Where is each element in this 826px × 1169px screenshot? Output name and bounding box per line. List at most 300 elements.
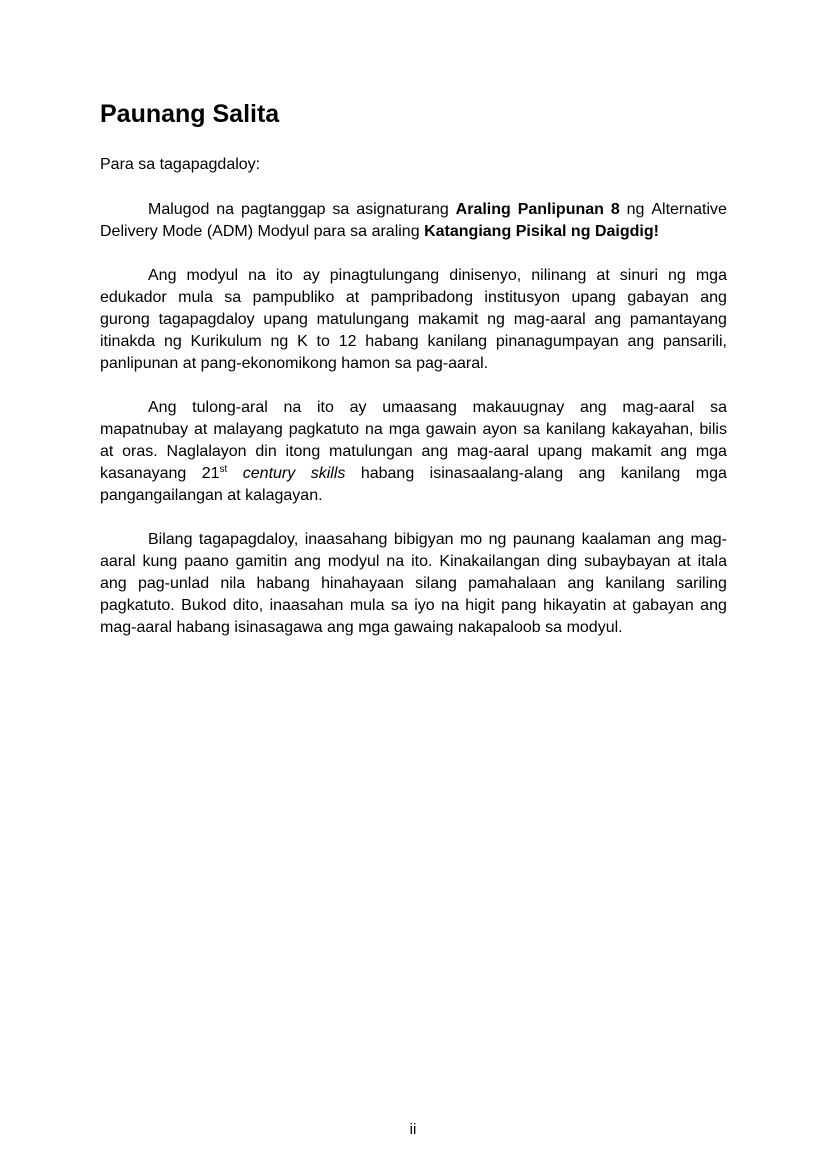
text: mag- [690, 531, 727, 548]
text: silang [415, 575, 457, 592]
text: at [227, 487, 241, 504]
text: at [194, 421, 208, 438]
text-line [100, 353, 727, 375]
text: ng [626, 201, 645, 218]
word [286, 441, 321, 463]
text: ang [627, 333, 655, 350]
text: na [441, 597, 459, 614]
word [657, 529, 684, 551]
word [496, 331, 619, 353]
text: 12 [338, 333, 357, 350]
text: itala [697, 553, 727, 570]
word [594, 309, 621, 331]
text: Bilang [148, 531, 193, 548]
word [582, 529, 651, 551]
text: pansarili, [662, 333, 727, 350]
word [651, 199, 727, 221]
text: gurong [100, 311, 150, 328]
text: makamit [591, 443, 652, 460]
word [311, 463, 346, 485]
text-line [100, 419, 727, 441]
word [317, 397, 334, 419]
word [303, 265, 320, 287]
word [201, 353, 337, 375]
text: edukador [100, 289, 167, 306]
word [192, 397, 268, 419]
text: sa [523, 421, 541, 438]
word [611, 199, 620, 221]
text: Modyul [257, 223, 310, 240]
text: Kurikulum [190, 333, 262, 350]
bold-text: Panlipunan [517, 201, 604, 218]
word [545, 617, 562, 639]
word [449, 265, 521, 287]
text: Alternative [651, 201, 727, 218]
word [580, 397, 607, 419]
word [584, 551, 670, 573]
word [202, 463, 228, 485]
text: mga [695, 443, 727, 460]
text: sa [710, 399, 727, 416]
text: mga [695, 465, 727, 482]
text: Kinakailangan [439, 553, 540, 570]
bold-text: ng [570, 223, 591, 240]
word [183, 353, 196, 375]
word [270, 331, 288, 353]
text: matulungang [316, 311, 410, 328]
text: pampubliko [252, 289, 335, 306]
text: ng [487, 311, 505, 328]
word [489, 529, 507, 551]
word [199, 529, 298, 551]
text: ang [700, 289, 727, 306]
text: ang [100, 575, 127, 592]
text: ding [546, 553, 578, 570]
text: Delivery [100, 223, 158, 240]
word [668, 265, 686, 287]
word [358, 617, 389, 639]
text: mula [349, 597, 385, 614]
word [700, 287, 727, 309]
text: ang [578, 465, 606, 482]
text: nila [220, 575, 246, 592]
word [621, 463, 681, 485]
text-line [100, 265, 727, 287]
word [516, 221, 567, 243]
text: modyul [186, 267, 239, 284]
word [100, 595, 175, 617]
word [220, 573, 245, 595]
word [596, 265, 609, 287]
word [620, 265, 658, 287]
bold-text: Katangiang [424, 223, 512, 240]
word [411, 551, 432, 573]
word [305, 529, 388, 551]
text: inaasahang [304, 531, 388, 548]
text: nakapaloob [457, 619, 541, 636]
word [660, 441, 687, 463]
text: sa [224, 289, 242, 306]
text: malayang [213, 421, 283, 438]
word [148, 397, 176, 419]
word [543, 595, 606, 617]
text: oras. [122, 443, 158, 460]
word [243, 463, 295, 485]
word [297, 331, 308, 353]
text: panlipunan [100, 355, 179, 372]
text: upang [571, 289, 616, 306]
text: na [216, 201, 235, 218]
text: makauugnay [472, 399, 565, 416]
text: Ang [148, 267, 177, 284]
italic-text: skills [310, 465, 346, 482]
word [330, 265, 439, 287]
text: upang [537, 443, 583, 460]
text-line [100, 221, 727, 243]
word [314, 221, 346, 243]
text-line [100, 397, 727, 419]
word [710, 397, 727, 419]
text: mula [178, 289, 213, 306]
word [100, 309, 150, 331]
word [253, 287, 335, 309]
text-line [100, 617, 727, 639]
word [663, 331, 727, 353]
text: ito [275, 267, 293, 284]
text: ng [270, 333, 289, 350]
paragraph [100, 199, 727, 243]
word [699, 419, 727, 441]
word [224, 287, 241, 309]
word [213, 419, 282, 441]
word [547, 551, 577, 573]
word [207, 221, 253, 243]
text: habang [256, 575, 310, 592]
text-line [100, 485, 727, 507]
text: subaybayan [584, 553, 671, 570]
word [456, 199, 511, 221]
word [371, 287, 473, 309]
text: sa [390, 597, 408, 614]
text: pagkatuto. [100, 597, 175, 614]
text-line [100, 441, 727, 463]
word [627, 287, 688, 309]
text: ang [594, 311, 622, 328]
word [441, 595, 459, 617]
word [283, 397, 301, 419]
text: para [313, 223, 346, 240]
text: ang [294, 553, 321, 570]
text: ng [668, 267, 686, 284]
word [676, 573, 727, 595]
word [270, 595, 344, 617]
word [395, 353, 412, 375]
word [100, 463, 186, 485]
word [194, 419, 207, 441]
word [700, 595, 727, 617]
word [595, 221, 659, 243]
text: mag-aaral [622, 399, 695, 416]
text-line [100, 595, 727, 617]
text: mga [388, 421, 420, 438]
text: sa [332, 201, 350, 218]
word [178, 287, 213, 309]
word [630, 309, 727, 331]
word [162, 221, 202, 243]
word [415, 573, 457, 595]
text: pampribadong [370, 289, 473, 306]
word [122, 441, 158, 463]
word [622, 397, 694, 419]
word [696, 441, 727, 463]
word [327, 617, 354, 639]
text: (ADM) [206, 223, 254, 240]
word [350, 595, 385, 617]
text: pagkatuto [288, 421, 359, 438]
paragraph [100, 265, 727, 375]
word [216, 199, 234, 221]
text: K [297, 333, 308, 350]
word [148, 529, 192, 551]
word [100, 353, 178, 375]
word [276, 265, 293, 287]
superscript: st [219, 464, 228, 475]
word [518, 199, 604, 221]
word [416, 353, 488, 375]
word [391, 595, 408, 617]
word [531, 265, 586, 287]
text: hamon [341, 355, 391, 372]
word [591, 441, 651, 463]
word [143, 551, 178, 573]
word [605, 573, 665, 595]
word [329, 441, 413, 463]
text: dinisenyo, [449, 267, 522, 284]
text: itong [285, 443, 321, 460]
text-line [100, 551, 727, 573]
text: sinuri [619, 267, 659, 284]
word [513, 529, 575, 551]
word [245, 485, 322, 507]
text: habang [365, 333, 419, 350]
word [427, 331, 487, 353]
text: mag-aaral [513, 311, 586, 328]
word [487, 309, 505, 331]
text: ang [579, 399, 607, 416]
word [294, 551, 321, 573]
word [361, 463, 414, 485]
text: gawain [425, 421, 477, 438]
word [389, 419, 420, 441]
word [148, 265, 176, 287]
word [100, 573, 127, 595]
text: higit [465, 597, 495, 614]
text: to [316, 333, 330, 350]
word [350, 221, 367, 243]
text: paano [184, 553, 229, 570]
document-body [100, 199, 727, 661]
word [567, 573, 594, 595]
text: pinagtulungang [329, 267, 440, 284]
text: isinasaalang-alang [429, 465, 564, 482]
word [248, 265, 266, 287]
text: dito, [232, 597, 264, 614]
text: Ang [148, 399, 177, 416]
text: kanilang [605, 575, 665, 592]
bold-text: Daigdig! [594, 223, 659, 240]
word [579, 463, 606, 485]
word [421, 441, 448, 463]
word [514, 309, 586, 331]
text: hinahayaan [321, 575, 404, 592]
word [100, 441, 113, 463]
word [332, 199, 349, 221]
text: habang [176, 619, 230, 636]
text: na [283, 399, 302, 416]
text: kaalaman [581, 531, 651, 548]
word [696, 265, 727, 287]
bold-text: 8 [610, 201, 620, 218]
text: pag-unlad [137, 575, 210, 592]
word [430, 463, 563, 485]
text: umaasang [382, 399, 457, 416]
word [241, 199, 326, 221]
text: gamitin [235, 553, 288, 570]
word [317, 331, 330, 353]
text: 21 [201, 465, 220, 482]
word [159, 309, 255, 331]
text: tagapagdaloy, [198, 531, 299, 548]
text: ang [326, 619, 354, 636]
word [382, 397, 457, 419]
word [184, 551, 229, 573]
text-line [100, 331, 727, 353]
text: pagtanggap [240, 201, 326, 218]
word [177, 617, 230, 639]
word [394, 617, 454, 639]
text-line [100, 529, 727, 551]
word [612, 419, 694, 441]
text: na [386, 553, 405, 570]
text: upang [263, 311, 308, 328]
text: modyul. [566, 619, 623, 636]
text: Malugod [148, 201, 210, 218]
text: isinasagawa [234, 619, 323, 636]
word [538, 441, 583, 463]
text: gabayan [632, 597, 694, 614]
word [191, 331, 262, 353]
word [164, 331, 182, 353]
text: modyul [327, 553, 380, 570]
text: gawaing [393, 619, 454, 636]
text: araling [371, 223, 420, 240]
text: na [364, 421, 383, 438]
word [350, 397, 367, 419]
bold-text: Araling [455, 201, 511, 218]
text: iyo [414, 597, 435, 614]
word [523, 419, 540, 441]
text: nilinang [531, 267, 587, 284]
word [424, 221, 511, 243]
word [632, 595, 693, 617]
text: pang [501, 597, 537, 614]
text: mag-aaral [100, 619, 173, 636]
text: pag-aaral. [416, 355, 489, 372]
bold-text: Pisikal [515, 223, 567, 240]
word [468, 573, 556, 595]
word [627, 331, 654, 353]
word [571, 287, 616, 309]
text: mo [459, 531, 483, 548]
text: gabayan [627, 289, 689, 306]
text: ang [700, 597, 727, 614]
text: tulong-aral [192, 399, 268, 416]
word [289, 419, 359, 441]
text: ng [163, 333, 182, 350]
word [484, 287, 560, 309]
text: na [248, 267, 266, 284]
text: at [677, 553, 691, 570]
text: mag-aaral [456, 443, 529, 460]
paragraph [100, 529, 727, 639]
word [100, 221, 158, 243]
text-line [100, 309, 727, 331]
text: ito [316, 399, 334, 416]
text: pamantayang [629, 311, 727, 328]
word [457, 441, 529, 463]
word [339, 331, 357, 353]
text: pangangailangan [100, 487, 223, 504]
text: asignaturang [356, 201, 449, 218]
text: at [100, 443, 114, 460]
word [100, 551, 136, 573]
text: kung [142, 553, 178, 570]
word [372, 221, 420, 243]
word [255, 441, 276, 463]
text: pinanagumpayan [495, 333, 619, 350]
text: kasanayang [100, 465, 187, 482]
page-number: ii [409, 1121, 417, 1138]
text: kakayahan, [611, 421, 694, 438]
text: paunang [512, 531, 576, 548]
text: habang [360, 465, 415, 482]
text: kalagayan. [245, 487, 323, 504]
word [458, 617, 541, 639]
text: tagapagdaloy [158, 311, 255, 328]
word [227, 485, 240, 507]
text: at [612, 597, 626, 614]
text: ang [657, 531, 685, 548]
word [148, 199, 209, 221]
text-line [100, 573, 727, 595]
word [482, 419, 517, 441]
text: bibigyan [393, 531, 454, 548]
word [258, 221, 310, 243]
word [691, 529, 727, 551]
word [346, 287, 359, 309]
word [186, 265, 238, 287]
word [365, 331, 418, 353]
text: pamahalaan [468, 575, 557, 592]
word [263, 309, 308, 331]
text: ay [302, 267, 320, 284]
word [567, 617, 623, 639]
text: Mode [162, 223, 203, 240]
text: pang-ekonomikong [200, 355, 337, 372]
text-line [100, 287, 727, 309]
text: kanilang [546, 421, 606, 438]
text: ayon [482, 421, 518, 438]
